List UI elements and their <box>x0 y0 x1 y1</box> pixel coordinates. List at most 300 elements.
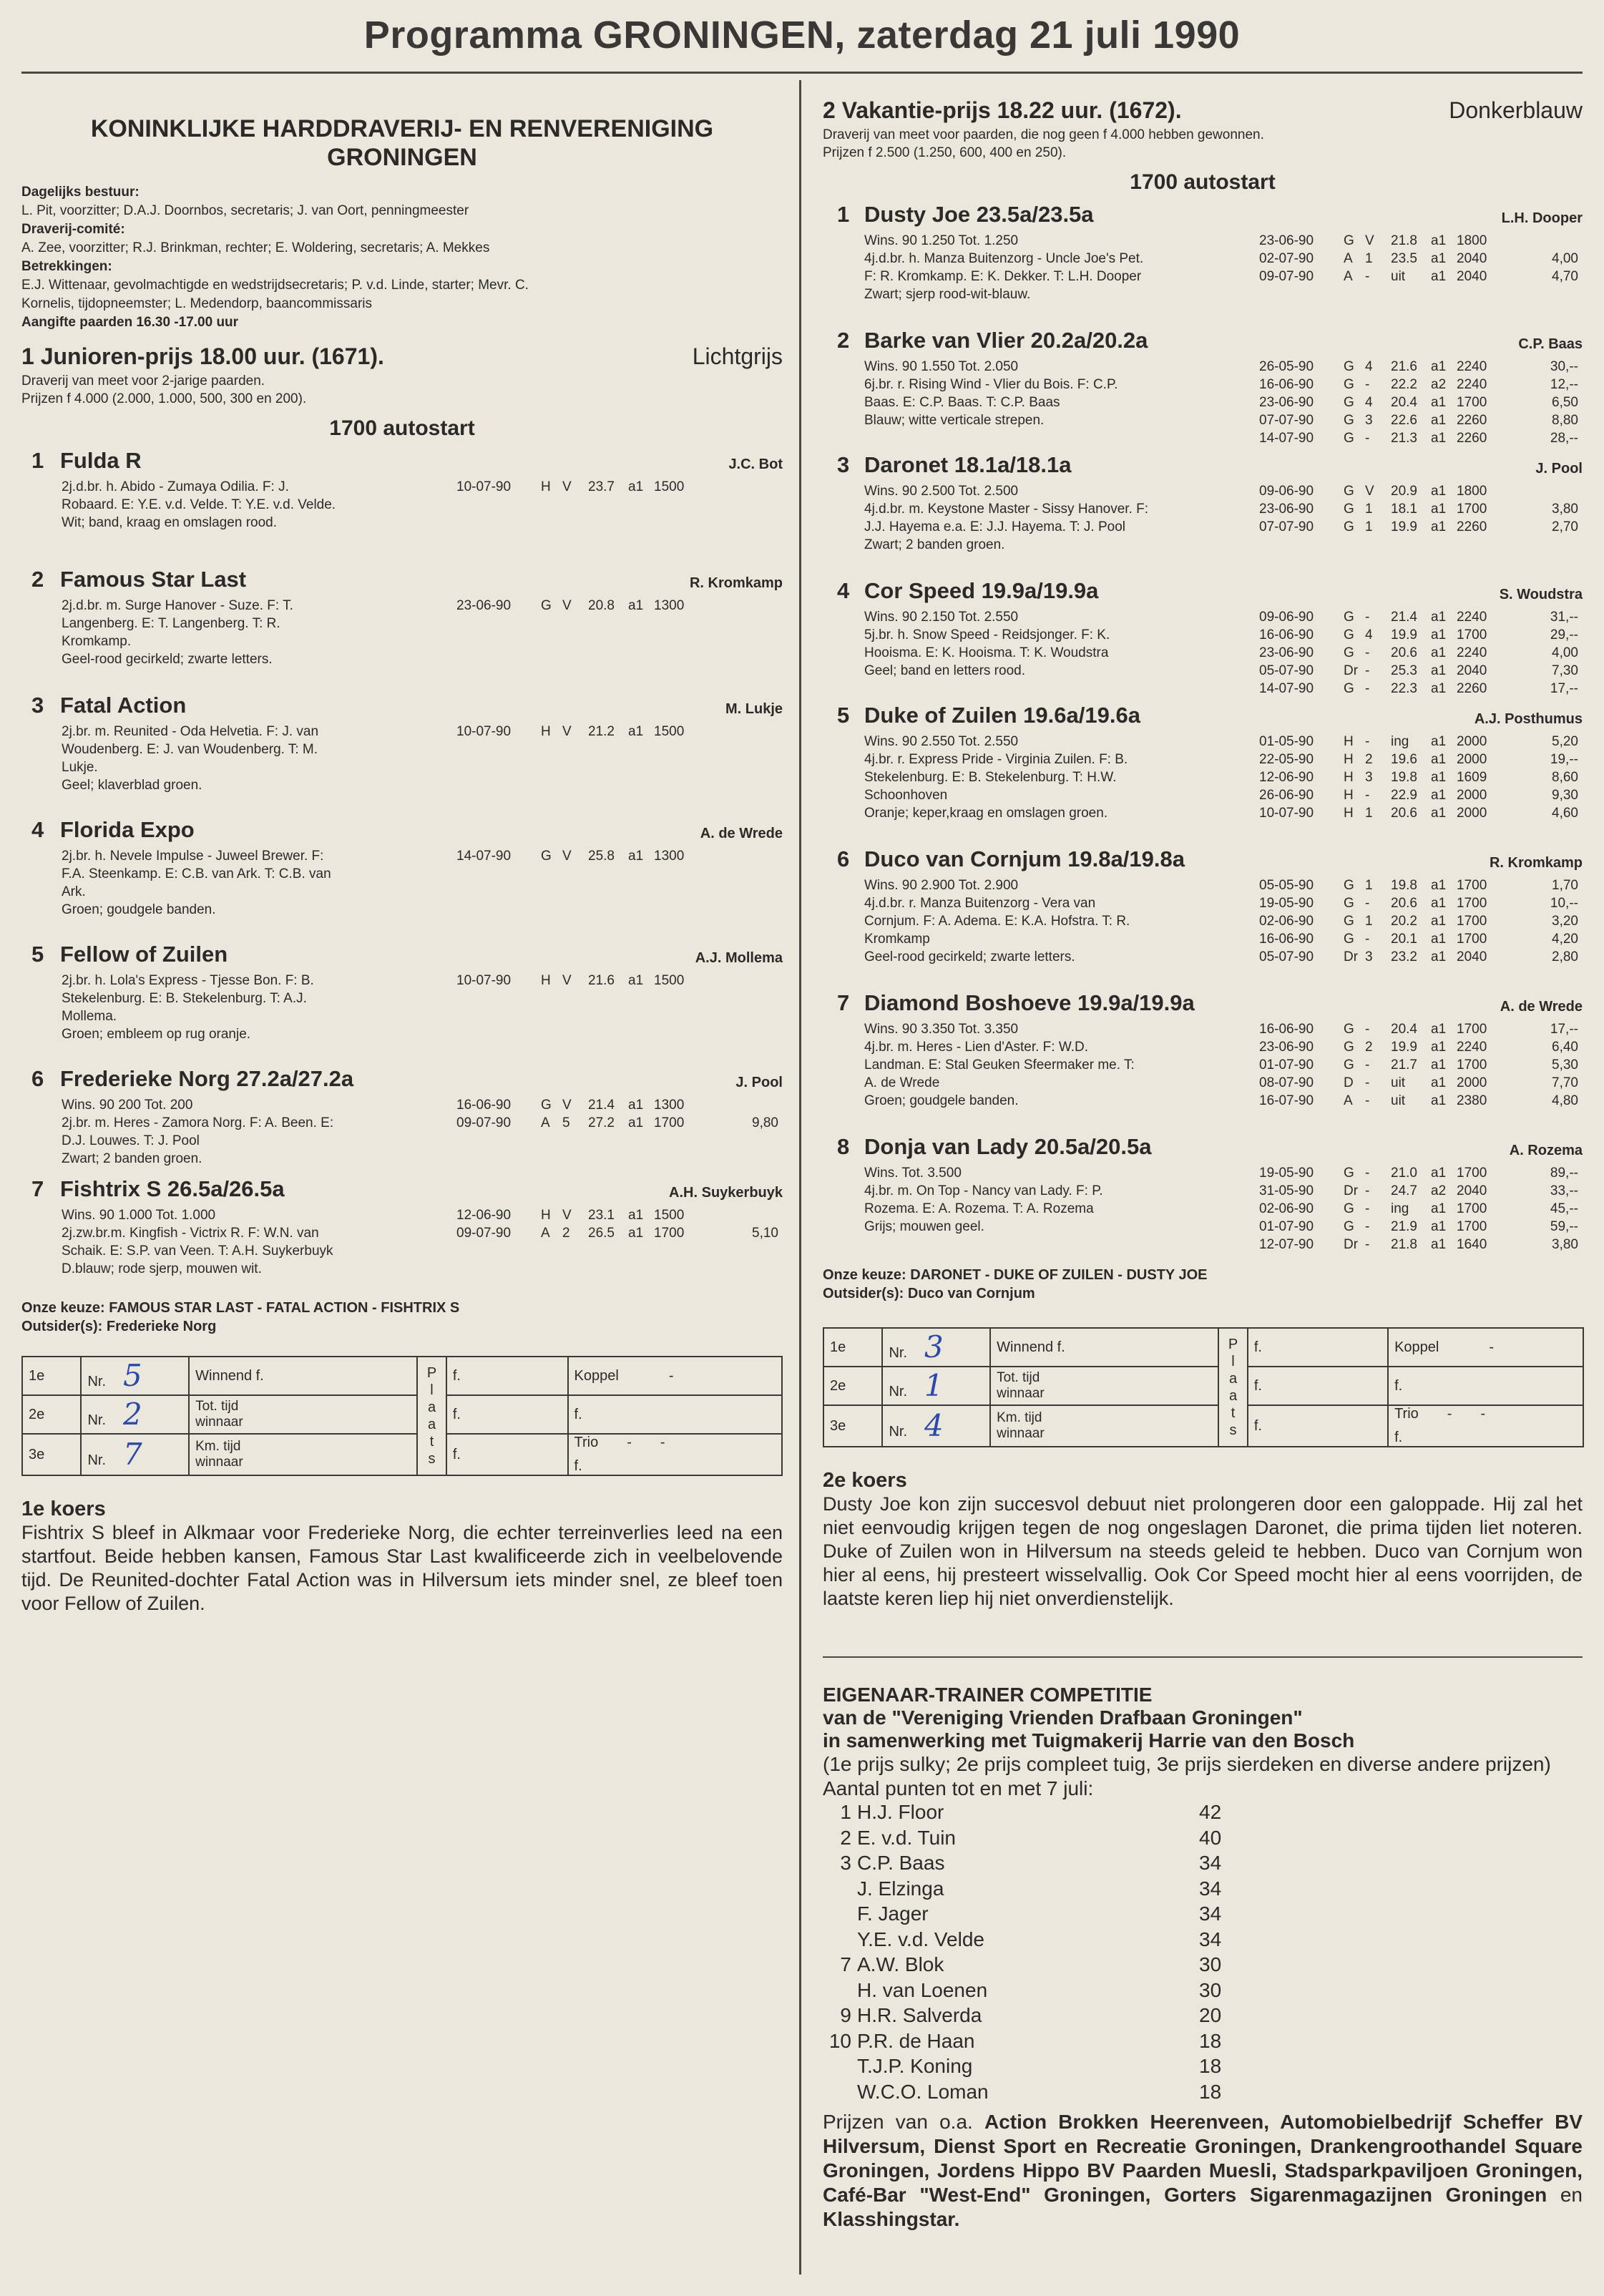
result-start: a1 <box>628 1098 644 1113</box>
result-start: a1 <box>1431 949 1447 964</box>
result-start: a1 <box>1431 359 1447 374</box>
horse-detail-line: Stekelenburg. E: B. Stekelenburg. T: A.J. <box>62 991 307 1006</box>
result-row <box>1259 518 1583 536</box>
result-start: a1 <box>1431 431 1447 446</box>
koppel-dash: - <box>1489 1339 1495 1355</box>
horse-results <box>456 597 783 615</box>
horse-entry <box>823 846 1583 979</box>
result-odds: 2,70 <box>1552 519 1578 534</box>
horse-driver: A.H. Suykerbuyk <box>669 1185 783 1201</box>
slip-nr-label: Nr. <box>889 1384 908 1399</box>
horse-details <box>864 1164 1236 1236</box>
result-time: 22.6 <box>1391 413 1417 428</box>
result-place: V <box>562 1098 572 1113</box>
result-row <box>456 1206 783 1224</box>
horse-results <box>456 972 783 990</box>
horse-number: 6 <box>31 1066 44 1091</box>
standings-row <box>823 1979 1583 2005</box>
slip-nr-cell <box>882 1328 990 1367</box>
result-odds: 19,-- <box>1550 752 1578 767</box>
result-place: 1 <box>1365 914 1373 929</box>
result-row <box>1259 1200 1583 1218</box>
result-date: 10-07-90 <box>1259 806 1314 821</box>
race-header <box>21 339 783 372</box>
slip-time-label: winnaar <box>997 1426 1045 1441</box>
result-odds: 33,-- <box>1550 1183 1578 1198</box>
horse-number: 3 <box>31 693 44 718</box>
result-date: 16-06-90 <box>1259 1022 1314 1037</box>
result-start: a1 <box>1431 645 1447 660</box>
result-distance: 2240 <box>1457 377 1487 392</box>
result-track: G <box>1344 431 1354 446</box>
horse-detail-line: Wins. 90 2.150 Tot. 2.550 <box>864 610 1019 625</box>
result-distance: 1700 <box>654 1115 685 1130</box>
horse-driver: A.J. Mollema <box>695 950 783 966</box>
result-start: a1 <box>1431 734 1447 749</box>
sponsors-list: Action Brokken Heerenveen, Automobielbedrijf Scheffer BV Hilversum, Dienst Sport en Recreatie Groningen, Drankengroothandel Square Groningen, Jordens Hippo BV Paarden Muesli, Stadsparkpaviljoen Groningen, Café-Bar "West-End" Groningen, Gorters Sigarenmagazijnen Groningen <box>823 2111 1583 2206</box>
result-slip-wrap <box>823 1327 1583 1447</box>
result-odds: 10,-- <box>1550 896 1578 911</box>
result-row <box>1259 912 1583 930</box>
result-distance: 2000 <box>1457 752 1487 767</box>
result-distance: 2040 <box>1457 269 1487 284</box>
horse-detail-line: 5j.br. h. Snow Speed - Reidsjonger. F: K. <box>864 627 1110 643</box>
result-odds: 4,80 <box>1552 1093 1578 1108</box>
handwritten-number: 2 <box>123 1397 142 1432</box>
result-row <box>1259 500 1583 518</box>
result-start: a1 <box>1431 932 1447 947</box>
result-time: 23.5 <box>1391 251 1417 266</box>
result-start: a1 <box>1431 752 1447 767</box>
result-track: G <box>1344 233 1354 248</box>
result-track: G <box>1344 1166 1354 1181</box>
standings-points: 18 <box>1199 2029 1222 2052</box>
result-place: - <box>1365 1237 1370 1252</box>
result-track: G <box>541 849 552 864</box>
standings-row <box>823 2004 1583 2030</box>
plaats-letter: s <box>428 1451 436 1467</box>
horse-detail-line: Wins. 90 2.550 Tot. 2.550 <box>864 734 1019 749</box>
result-distance: 2240 <box>1457 1040 1487 1055</box>
slip-time-label: Tot. tijd <box>997 1370 1040 1385</box>
result-distance: 2240 <box>1457 359 1487 374</box>
result-track: A <box>1344 1093 1353 1108</box>
result-time: 20.9 <box>1391 484 1417 499</box>
result-start: a1 <box>1431 1219 1447 1234</box>
horse-detail-line: Landman. E: Stal Geuken Sfeermaker me. T: <box>864 1057 1135 1073</box>
result-distance: 2260 <box>1457 681 1487 696</box>
result-date: 01-07-90 <box>1259 1219 1314 1234</box>
result-time: 24.7 <box>1391 1183 1417 1198</box>
horse-entry <box>823 202 1583 316</box>
result-time: 19.8 <box>1391 770 1417 785</box>
horse-name: Duke of Zuilen 19.6a/19.6a <box>864 703 1140 728</box>
result-date: 12-07-90 <box>1259 1237 1314 1252</box>
horse-results <box>456 1206 783 1242</box>
trio-row <box>1394 1406 1577 1422</box>
right-column <box>823 86 1583 2232</box>
horse-details <box>864 876 1236 966</box>
result-distance: 2260 <box>1457 431 1487 446</box>
result-track: H <box>1344 788 1354 803</box>
result-date: 05-05-90 <box>1259 878 1314 893</box>
club-name: KONINKLIJKE HARDDRAVERIJ- EN RENVERENIGING GRONINGEN <box>90 115 714 171</box>
result-row <box>1259 948 1583 966</box>
result-time: 19.8 <box>1391 878 1417 893</box>
horse-detail-line: D.J. Louwes. T: J. Pool <box>62 1133 200 1148</box>
result-distance: 1640 <box>1457 1237 1487 1252</box>
result-place: - <box>1365 734 1370 749</box>
horse-detail-line: Wins. 90 3.350 Tot. 3.350 <box>864 1022 1019 1037</box>
standings-name: W.C.O. Loman <box>857 2080 989 2103</box>
result-place: - <box>1365 1183 1370 1198</box>
outsiders: Outsider(s): Frederieke Norg <box>21 1319 217 1334</box>
standings-rank: 9 <box>840 2004 851 2026</box>
result-row <box>1259 662 1583 680</box>
result-date: 05-07-90 <box>1259 949 1314 964</box>
result-start: a1 <box>628 849 644 864</box>
result-distance: 1300 <box>654 598 685 613</box>
result-track: H <box>541 479 551 494</box>
standings-points: 34 <box>1199 1902 1222 1925</box>
our-choice: Onze keuze: DARONET - DUKE OF ZUILEN - DUSTY JOE <box>823 1267 1208 1283</box>
result-row <box>1259 1164 1583 1182</box>
result-time: 21.9 <box>1391 1219 1417 1234</box>
horse-detail-line: Blauw; witte verticale strepen. <box>864 413 1045 428</box>
result-start: a1 <box>1431 681 1447 696</box>
plaats-letter: t <box>1231 1405 1236 1421</box>
standings-row <box>823 1902 1583 1928</box>
result-row <box>1259 751 1583 768</box>
result-place: V <box>1365 233 1374 248</box>
standings-row <box>823 2081 1583 2106</box>
standings-row <box>823 1827 1583 1852</box>
result-date: 09-06-90 <box>1259 610 1314 625</box>
result-distance: 1609 <box>1457 770 1487 785</box>
horse-entry <box>823 1134 1583 1254</box>
result-odds: 6,40 <box>1552 1040 1578 1055</box>
slip-nr-cell <box>81 1434 189 1475</box>
horse-detail-line: 2j.br. m. Reunited - Oda Helvetia. F: J. van <box>62 724 319 739</box>
horse-detail-line: Wins. 90 1.550 Tot. 2.050 <box>864 359 1019 374</box>
result-date: 12-06-90 <box>456 1208 512 1223</box>
standings-name: A.W. Blok <box>857 1953 944 1975</box>
result-start: a1 <box>1431 502 1447 517</box>
result-date: 19-05-90 <box>1259 896 1314 911</box>
horse-detail-line: 6j.br. r. Rising Wind - Vlier du Bois. F: C.P. <box>864 377 1118 392</box>
result-distance: 1500 <box>654 1208 685 1223</box>
competition-points-intro: Aantal punten tot en met 7 juli: <box>823 1777 1094 1799</box>
result-place: 1 <box>1365 806 1373 821</box>
horse-name: Florida Expo <box>60 817 195 842</box>
result-distance: 2040 <box>1457 663 1487 678</box>
slip-label-cell <box>990 1405 1218 1447</box>
horse-detail-line: Geel-rood gecirkeld; zwarte letters. <box>864 949 1075 964</box>
horse-detail-line: Geel; band en letters rood. <box>864 663 1025 678</box>
result-row <box>1259 768 1583 786</box>
race-conditions: Prijzen f 4.000 (2.000, 1.000, 500, 300 en 200). <box>21 391 307 406</box>
our-choice: Onze keuze: FAMOUS STAR LAST - FATAL ACTION - FISHTRIX S <box>21 1300 460 1316</box>
result-track: H <box>1344 806 1354 821</box>
result-track: H <box>1344 770 1354 785</box>
horse-driver: A. Rozema <box>1509 1143 1583 1158</box>
result-place: V <box>562 598 572 613</box>
horse-entry <box>21 1066 783 1165</box>
result-row <box>1259 1038 1583 1056</box>
race-color: Lichtgrijs <box>692 343 783 369</box>
horse-results <box>456 1096 783 1132</box>
result-date: 23-06-90 <box>1259 233 1314 248</box>
plaats-letter: s <box>1229 1422 1237 1438</box>
result-distance: 1700 <box>1457 1057 1487 1073</box>
result-place: - <box>1365 663 1370 678</box>
koppel-label: Koppel <box>1394 1339 1439 1355</box>
horse-results <box>456 723 783 741</box>
standings-points: 20 <box>1199 2004 1222 2026</box>
horse-results <box>1259 876 1583 966</box>
standings-row <box>823 2055 1583 2081</box>
result-time: 22.9 <box>1391 788 1417 803</box>
result-odds: 8,60 <box>1552 770 1578 785</box>
result-distance: 2040 <box>1457 1183 1487 1198</box>
result-track: Dr <box>1344 949 1359 964</box>
horse-number: 2 <box>837 328 850 353</box>
result-distance: 2260 <box>1457 519 1487 534</box>
horse-details <box>62 1096 441 1168</box>
result-row <box>1259 411 1583 429</box>
result-row <box>456 1096 783 1114</box>
result-time: uit <box>1391 1093 1406 1108</box>
race-analysis-heading: 2e koers <box>823 1469 907 1492</box>
result-odds: 4,20 <box>1552 932 1578 947</box>
horse-results <box>456 847 783 865</box>
result-date: 01-05-90 <box>1259 734 1314 749</box>
result-place: - <box>1365 610 1370 625</box>
result-distance: 1800 <box>1457 233 1487 248</box>
result-track: A <box>541 1226 550 1241</box>
horse-number: 4 <box>31 817 44 842</box>
result-date: 12-06-90 <box>1259 770 1314 785</box>
horse-results <box>1259 733 1583 822</box>
result-track: G <box>1344 627 1354 643</box>
handwritten-number: 5 <box>123 1358 142 1393</box>
horse-driver: C.P. Baas <box>1518 336 1583 352</box>
plaats-letter: a <box>1228 1371 1238 1387</box>
result-start: a1 <box>628 724 644 739</box>
club-info <box>21 183 783 332</box>
result-start: a1 <box>1431 484 1447 499</box>
slip-place: 1e <box>823 1328 882 1367</box>
result-slip-wrap <box>21 1356 783 1476</box>
horse-detail-line: Wins. 90 2.500 Tot. 2.500 <box>864 484 1019 499</box>
result-row <box>456 478 783 496</box>
horse-number: 4 <box>837 578 850 603</box>
result-distance: 1300 <box>654 1098 685 1113</box>
result-date: 22-05-90 <box>1259 752 1314 767</box>
standings-name: F. Jager <box>857 1902 929 1925</box>
slip-time-label: Tot. tijd <box>195 1399 239 1414</box>
slip-koppel-f-cell: f. <box>568 1395 782 1434</box>
slip-time-label: winnaar <box>997 1386 1045 1401</box>
result-row <box>1259 358 1583 376</box>
competition-prizes-note: (1e prijs sulky; 2e prijs compleet tuig, 3e prijs sierdeken en diverse andere prijzen) <box>823 1753 1551 1775</box>
column-divider <box>799 80 801 2275</box>
horse-detail-line: Geel; klaverblad groen. <box>62 778 202 793</box>
result-start: a1 <box>1431 413 1447 428</box>
result-distance: 1800 <box>1457 484 1487 499</box>
sponsors-intro: Prijzen van o.a. <box>823 2111 973 2133</box>
result-odds: 8,80 <box>1552 413 1578 428</box>
standings-name: H.J. Floor <box>857 1801 944 1823</box>
result-place: V <box>562 479 572 494</box>
result-time: uit <box>1391 1075 1406 1090</box>
page-title: Programma GRONINGEN, zaterdag 21 juli 1990 <box>363 14 1241 57</box>
horse-details <box>864 1020 1236 1110</box>
title-rule <box>21 72 1583 74</box>
horse-name: Fatal Action <box>60 693 187 718</box>
result-start: a1 <box>628 1208 644 1223</box>
trio-f: f. <box>574 1458 582 1474</box>
result-track: H <box>1344 734 1354 749</box>
result-place: - <box>1365 1166 1370 1181</box>
result-track: G <box>1344 1040 1354 1055</box>
horse-entry <box>21 817 783 930</box>
trio-dash: - <box>1447 1406 1452 1422</box>
horse-detail-line: Robaard. E: Y.E. v.d. Velde. T: Y.E. v.d. Velde. <box>62 497 336 512</box>
trio-dash: - <box>1480 1406 1486 1422</box>
result-distance: 1700 <box>1457 1201 1487 1216</box>
result-row <box>1259 1020 1583 1038</box>
result-distance: 1700 <box>1457 914 1487 929</box>
standings-rank: 10 <box>828 2029 851 2052</box>
standings-name: H. van Loenen <box>857 1978 988 2001</box>
result-place: 4 <box>1365 627 1373 643</box>
result-time: 21.4 <box>1391 610 1417 625</box>
slip-label-cell <box>990 1328 1218 1367</box>
result-distance: 1500 <box>654 973 685 988</box>
horse-details <box>864 358 1236 429</box>
result-time: 21.7 <box>1391 1057 1417 1073</box>
result-row <box>1259 429 1583 447</box>
result-row <box>1259 804 1583 822</box>
result-track: H <box>541 1208 551 1223</box>
result-row <box>1259 394 1583 411</box>
slip-koppel-cell <box>1388 1328 1583 1367</box>
result-time: 20.6 <box>1391 896 1417 911</box>
slip-nr-label: Nr. <box>87 1374 107 1389</box>
result-place: 2 <box>1365 752 1373 767</box>
horse-detail-line: Mollema. <box>62 1009 117 1024</box>
result-odds: 17,-- <box>1550 681 1578 696</box>
result-start: a1 <box>1431 788 1447 803</box>
horse-detail-line: F.A. Steenkamp. E: C.B. van Ark. T: C.B. van <box>62 866 331 881</box>
horse-results <box>1259 232 1583 285</box>
result-distance: 1700 <box>1457 627 1487 643</box>
result-start: a2 <box>1431 377 1447 392</box>
result-row <box>1259 733 1583 751</box>
standings-name: P.R. de Haan <box>857 2029 975 2052</box>
handwritten-number: 4 <box>924 1408 944 1443</box>
result-distance: 1500 <box>654 724 685 739</box>
result-odds: 9,30 <box>1552 788 1578 803</box>
handwritten-number: 7 <box>123 1437 142 1472</box>
horse-name: Fellow of Zuilen <box>60 942 228 967</box>
competition-heading: in samenwerking met Tuigmakerij Harrie van den Bosch <box>823 1729 1355 1752</box>
result-time: 21.6 <box>1391 359 1417 374</box>
result-odds: 17,-- <box>1550 1022 1578 1037</box>
horse-detail-line: 2j.d.br. m. Surge Hanover - Suze. F: T. <box>62 598 293 613</box>
result-row <box>456 1114 783 1132</box>
slip-amount-cell: f. <box>446 1434 568 1475</box>
result-place: 1 <box>1365 502 1373 517</box>
horse-number: 7 <box>837 990 850 1015</box>
race-start-type: 1700 autostart <box>329 416 475 440</box>
standings-row <box>823 1801 1583 1827</box>
standings-name: Y.E. v.d. Velde <box>857 1928 984 1950</box>
result-track: G <box>1344 1022 1354 1037</box>
horse-entry <box>21 942 783 1055</box>
result-distance: 2380 <box>1457 1093 1487 1108</box>
result-row <box>1259 930 1583 948</box>
result-date: 31-05-90 <box>1259 1183 1314 1198</box>
horse-entry <box>823 452 1583 567</box>
result-start: a1 <box>1431 1057 1447 1073</box>
result-place: V <box>562 724 572 739</box>
standings-points: 40 <box>1199 1826 1222 1849</box>
horse-name: Cor Speed 19.9a/19.9a <box>864 578 1099 603</box>
horse-entry <box>823 578 1583 696</box>
horse-name: Barke van Vlier 20.2a/20.2a <box>864 328 1148 353</box>
horse-details <box>62 597 441 668</box>
horse-number: 5 <box>31 942 44 967</box>
horse-number: 1 <box>31 448 44 473</box>
result-time: 19.9 <box>1391 1040 1417 1055</box>
horse-name: Dusty Joe 23.5a/23.5a <box>864 202 1094 227</box>
slip-amount-cell: f. <box>1248 1405 1388 1447</box>
horse-detail-line: Zwart; 2 banden groen. <box>864 537 1005 552</box>
result-distance: 1300 <box>654 849 685 864</box>
horse-name: Famous Star Last <box>60 567 247 592</box>
result-odds: 28,-- <box>1550 431 1578 446</box>
result-odds: 6,50 <box>1552 395 1578 410</box>
slip-koppel-f-cell: f. <box>1388 1367 1583 1405</box>
horse-results <box>1259 608 1583 698</box>
slip-nr-cell <box>81 1357 189 1395</box>
result-date: 08-07-90 <box>1259 1075 1314 1090</box>
result-start: a1 <box>1431 878 1447 893</box>
result-track: G <box>1344 377 1354 392</box>
slip-amount-cell: f. <box>446 1395 568 1434</box>
club-info-line: Aangifte paarden 16.30 -17.00 uur <box>21 315 239 330</box>
horse-detail-line: 2j.br. m. Heres - Zamora Norg. F: A. Been. E: <box>62 1115 334 1130</box>
horse-details <box>864 482 1236 554</box>
result-row <box>1259 250 1583 268</box>
result-track: Dr <box>1344 1183 1359 1198</box>
result-place: - <box>1365 1093 1370 1108</box>
result-date: 26-05-90 <box>1259 359 1314 374</box>
horse-results <box>1259 482 1583 536</box>
result-place: V <box>562 973 572 988</box>
result-odds: 12,-- <box>1550 377 1578 392</box>
handwritten-number: 3 <box>924 1329 944 1364</box>
result-date: 10-07-90 <box>456 973 512 988</box>
horse-detail-line: J.J. Hayema e.a. E: J.J. Hayema. T: J. Pool <box>864 519 1126 534</box>
club-info-line: Draverij-comité: <box>21 222 125 237</box>
standings-rank: 2 <box>840 1826 851 1849</box>
result-odds: 59,-- <box>1550 1219 1578 1234</box>
horse-driver: J. Pool <box>1535 461 1583 477</box>
result-date: 23-06-90 <box>456 598 512 613</box>
